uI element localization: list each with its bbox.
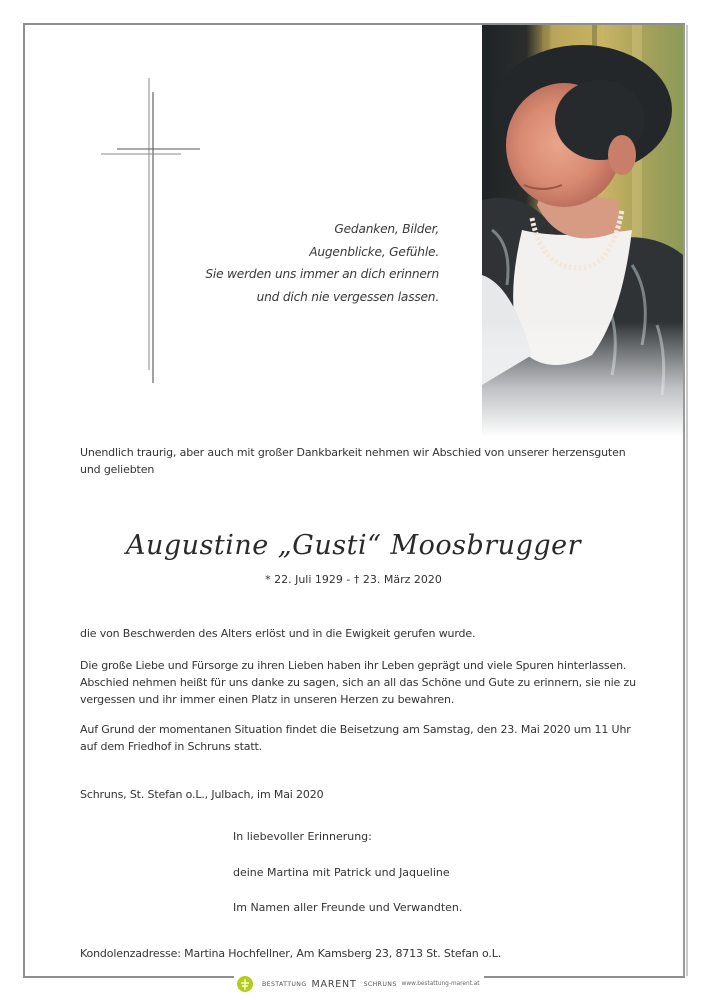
deceased-name: Augustine „Gusti“ Moosbrugger [125,530,582,561]
quote-line: Augenblicke, Gefühle. [309,244,439,259]
quote-line: und dich nie vergessen lassen. [256,289,439,304]
intro-line: und geliebten [80,463,155,476]
signature-line: In liebevoller Erinnerung: [233,830,372,843]
funeral-home-footer [234,973,484,995]
body-paragraph-2-line: Abschied nehmen heißt für uns danke zu sagen, sich an all das Schöne und Gute zu erinnern, sie nie zu [80,676,636,689]
signature-line: Im Namen aller Freunde und Verwandten. [233,901,463,914]
footer-label-left: BESTATTUNG [262,980,307,988]
tree-logo-icon [236,975,254,993]
footer-label-right: SCHRUNS [363,980,397,988]
life-dates: * 22. Juli 1929 - † 23. März 2020 [265,573,442,586]
cross-icon [95,70,215,390]
body-paragraph-2-line: Die große Liebe und Fürsorge zu ihren Lieben haben ihr Leben geprägt und viele Spuren hinterlassen. [80,659,627,672]
intro-line: Unendlich traurig, aber auch mit großer Dankbarkeit nehmen wir Abschied von unserer herzensguten [80,446,626,459]
signature-line: deine Martina mit Patrick und Jaqueline [233,866,450,879]
footer-brand: MARENT [311,978,357,990]
funeral-info-line: Auf Grund der momentanen Situation findet die Beisetzung am Samstag, den 23. Mai 2020 um 11 Uhr [80,723,631,736]
body-paragraph-1: die von Beschwerden des Alters erlöst und in die Ewigkeit gerufen wurde. [80,627,476,640]
place-date: Schruns, St. Stefan o.L., Julbach, im Mai 2020 [80,788,324,801]
funeral-info-line: auf dem Friedhof in Schruns statt. [80,740,262,753]
quote-line: Gedanken, Bilder, [334,222,439,236]
memorial-quote [205,218,439,308]
body-paragraph-2-line: vergessen und ihr immer einen Platz in unseren Herzen zu bewahren. [80,693,455,706]
footer-url[interactable]: www.bestattung-marent.at [401,981,480,987]
condolence-address: Kondolenzadresse: Martina Hochfellner, Am Kamsberg 23, 8713 St. Stefan o.L. [80,947,502,960]
portrait-photo [482,25,683,437]
quote-line: Sie werden uns immer an dich erinnern [205,267,439,281]
